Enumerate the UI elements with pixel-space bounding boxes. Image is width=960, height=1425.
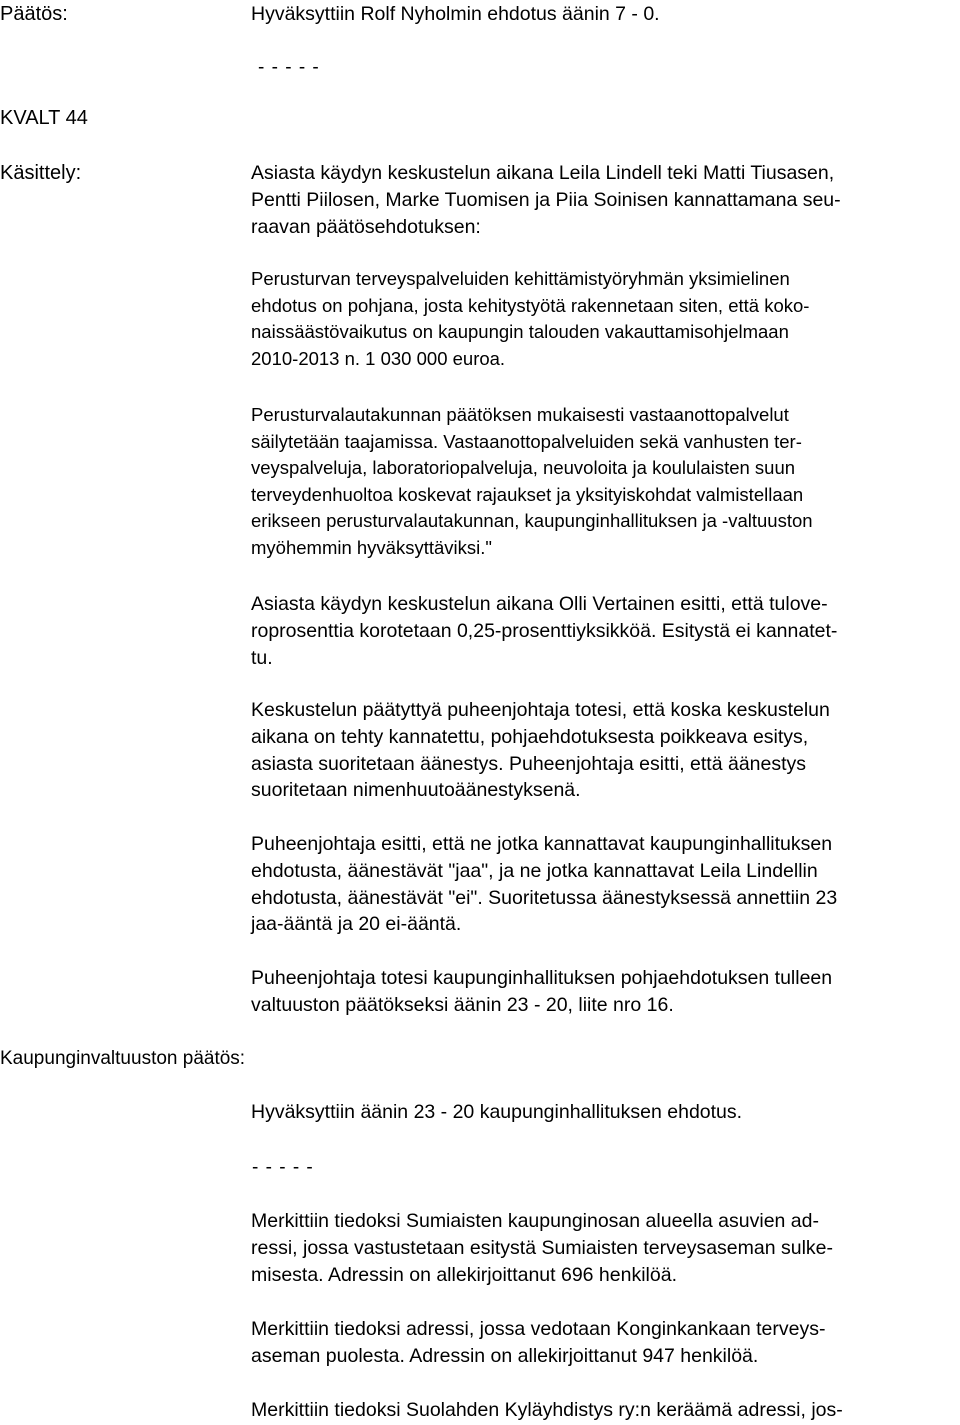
paragraph-line: 2010-2013 n. 1 030 000 euroa. [251, 347, 506, 369]
paragraph-line: erikseen perusturvalautakunnan, kaupunginhallituksen ja -valtuuston [251, 510, 813, 531]
proposal-quote-paragraph [251, 266, 960, 372]
paragraph-line: säilytetään taajamissa. Vastaanottopalveluiden sekä vanhusten ter- [251, 430, 802, 452]
paragraph-line: ehdotusta, äänestävät "ei". Suoritetussa äänestyksessä annettiin 23 [251, 886, 838, 909]
paragraph-line: naissäästövaikutus on kaupungin talouden vakauttamisohjelmaan [251, 321, 789, 342]
paragraph-line: misesta. Adressin on allekirjoittanut 696 henkilöä. [251, 1263, 677, 1286]
paragraph-line: roprosenttia korotetaan 0,25-prosenttiyksikköä. Esitystä ei kannatet- [251, 619, 838, 642]
paragraph-line: ehdotus on pohjana, josta kehitystyötä rakennetaan siten, että koko- [251, 294, 810, 316]
paragraph-line: Perusturvalautakunnan päätöksen mukaisesti vastaanottopalvelut [251, 404, 789, 425]
council-decision-text: Hyväksyttiin äänin 23 - 20 kaupunginhallituksen ehdotus. [251, 1101, 743, 1123]
paragraph-line: Keskustelun päätyttyä puheenjohtaja totesi, että koska keskustelun [251, 699, 830, 721]
handling-paragraph [251, 697, 960, 804]
separator-top: - - - - - [258, 57, 320, 78]
notes-paragraph [251, 1208, 960, 1288]
council-decision-label: Kaupunginvaltuuston päätös: [0, 1048, 246, 1069]
paragraph-line: Perusturvan terveyspalveluiden kehittämistyöryhmän yksimielinen [251, 268, 790, 289]
notes-paragraph [251, 1397, 960, 1424]
paragraph-line: aikana on tehty kannatettu, pohjaehdotuksesta poikkeava esitys, [251, 725, 809, 748]
paragraph-line: raavan päätösehdotuksen: [251, 215, 481, 238]
paragraph-line: terveydenhuoltoa koskevat rajaukset ja yksityiskohdat valmistellaan [251, 483, 804, 505]
handling-paragraph [251, 965, 960, 1019]
paragraph-line: veyspalveluja, laboratoriopalveluja, neuvoloita ja koululaisten suun [251, 457, 796, 478]
notes-paragraph [251, 1316, 960, 1370]
paragraph-line: Puheenjohtaja esitti, että ne jotka kannattavat kaupunginhallituksen [251, 833, 833, 855]
section-reference: KVALT 44 [0, 107, 88, 129]
paragraph-line: aseman puolesta. Adressin on allekirjoittanut 947 henkilöä. [251, 1344, 759, 1367]
paragraph-line: valtuuston päätökseksi äänin 23 - 20, liite nro 16. [251, 993, 674, 1016]
paragraph-line: Pentti Piilosen, Marke Tuomisen ja Piia Soinisen kannattamana seu- [251, 188, 841, 211]
separator-bottom: - - - - - [252, 1157, 314, 1178]
paragraph-line: suoritetaan nimenhuutoäänestyksenä. [251, 779, 581, 802]
paragraph-line: ehdotusta, äänestävät "jaa", ja ne jotka kannattavat Leila Lindellin [251, 859, 818, 882]
paragraph-line: asiasta suoritetaan äänestys. Puheenjohtaja esitti, että äänestys [251, 752, 807, 775]
handling-paragraph [251, 591, 960, 671]
paragraph-line: ressi, jossa vastustetaan esitystä Sumiaisten terveysaseman sulke- [251, 1236, 834, 1259]
handling-paragraph [251, 160, 960, 240]
proposal-quote-paragraph [251, 402, 960, 561]
paragraph-line: tu. [251, 646, 273, 669]
paragraph-line: myöhemmin hyväksyttäviksi." [251, 536, 492, 558]
paragraph-line: Asiasta käydyn keskustelun aikana Olli Vertainen esitti, että tulove- [251, 593, 828, 615]
paragraph-line: Merkittiin tiedoksi adressi, jossa vedotaan Konginkankaan terveys- [251, 1318, 826, 1340]
paragraph-line: jaa-ääntä ja 20 ei-ääntä. [251, 913, 462, 936]
paragraph-line: Merkittiin tiedoksi Sumiaisten kaupunginosan alueella asuvien ad- [251, 1210, 819, 1232]
handling-paragraph [251, 831, 960, 938]
paragraph-line: Puheenjohtaja totesi kaupunginhallituksen pohjaehdotuksen tulleen [251, 967, 833, 989]
paragraph-line: Asiasta käydyn keskustelun aikana Leila Lindell teki Matti Tiusasen, [251, 162, 835, 184]
handling-label: Käsittely: [0, 162, 82, 184]
paragraph-line: Merkittiin tiedoksi Suolahden Kyläyhdistys ry:n keräämä adressi, jos- [251, 1399, 843, 1421]
decision-text: Hyväksyttiin Rolf Nyholmin ehdotus äänin 7 - 0. [251, 3, 660, 25]
decision-label: Päätös: [0, 3, 68, 25]
